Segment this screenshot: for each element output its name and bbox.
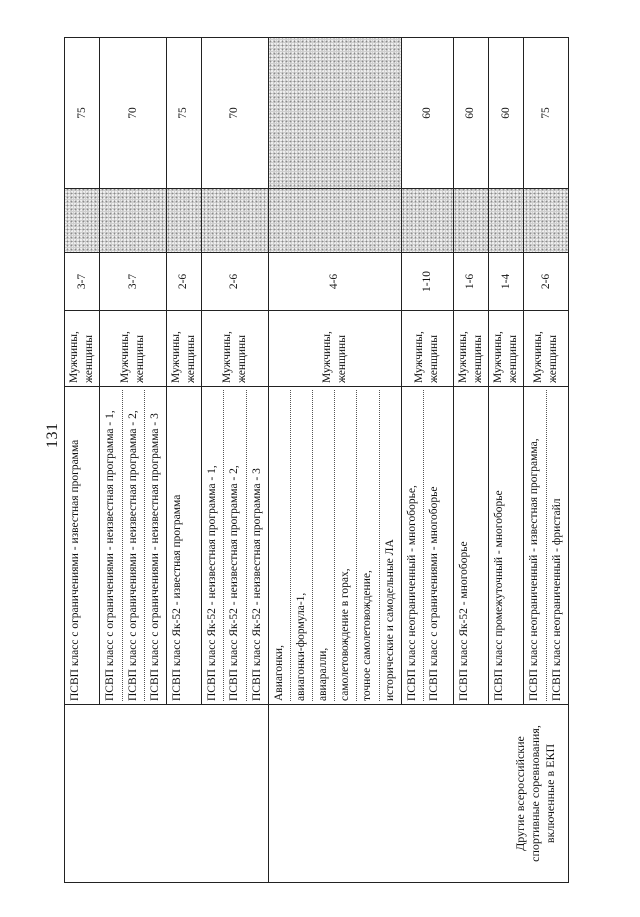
rotated-table-wrapper bbox=[64, 38, 563, 883]
gender-cell: Мужчины, женщины bbox=[489, 311, 524, 387]
program-cell bbox=[166, 387, 201, 705]
program-line: ПСВП класс неограниченный - фристайл bbox=[550, 498, 563, 701]
program-line: ПСВП класс промежуточный - многоборье bbox=[493, 490, 506, 701]
shaded-cell bbox=[489, 189, 524, 253]
program-line: ПСВП класс неограниченный - известная программа, bbox=[524, 390, 546, 701]
age-cell: 2-6 bbox=[166, 253, 201, 311]
points-cell: 75 bbox=[65, 38, 100, 189]
shaded-cell bbox=[401, 189, 453, 253]
program-line: авиагонки-формула-1, bbox=[291, 390, 313, 701]
gender-cell: Мужчины, женщины bbox=[268, 311, 401, 387]
shaded-points-cell bbox=[268, 38, 401, 189]
gender-cell: Мужчины, женщины bbox=[453, 311, 488, 387]
program-cell bbox=[453, 387, 488, 705]
shaded-cell bbox=[202, 189, 269, 253]
program-cell bbox=[202, 387, 269, 705]
age-cell: 4-6 bbox=[268, 253, 401, 311]
program-line: ПСВП класс Як-52 - неизвестная программа - 2, bbox=[224, 390, 246, 701]
shaded-cell bbox=[268, 189, 401, 253]
program-cell bbox=[65, 387, 100, 705]
program-line: ПСВП класс с ограничениями - неизвестная программа - 1, bbox=[100, 390, 122, 701]
program-line: точное самолетовождение, bbox=[357, 390, 379, 701]
points-cell: 75 bbox=[524, 38, 568, 189]
program-line: ПСВП класс Як-52 - известная программа bbox=[170, 494, 183, 701]
shaded-cell bbox=[100, 189, 167, 253]
program-line: ПСВП класс с ограничениями - неизвестная программа - 2, bbox=[123, 390, 145, 701]
program-cell bbox=[524, 387, 568, 705]
gender-cell: Мужчины, женщины bbox=[100, 311, 167, 387]
program-line: ПСВП класс Як-52 - неизвестная программа - 3 bbox=[250, 468, 263, 701]
program-line: Авиагонки, bbox=[269, 390, 291, 701]
program-line: авиаралли, bbox=[313, 390, 335, 701]
program-cell bbox=[100, 387, 167, 705]
program-line: ПСВП класс с ограничениями - многоборье bbox=[427, 486, 440, 701]
program-line: самолетовождение в горах, bbox=[335, 390, 357, 701]
table-row bbox=[268, 38, 401, 883]
discipline-cell-empty bbox=[65, 705, 269, 883]
points-cell: 60 bbox=[453, 38, 488, 189]
points-cell: 70 bbox=[202, 38, 269, 189]
program-cell bbox=[401, 387, 453, 705]
program-line: ПСВП класс неограниченный - многоборье, bbox=[402, 390, 424, 701]
gender-cell: Мужчины, женщины bbox=[524, 311, 568, 387]
program-line: исторические и самодельные ЛА bbox=[383, 539, 396, 701]
gender-cell: Мужчины, женщины bbox=[166, 311, 201, 387]
shaded-cell bbox=[65, 189, 100, 253]
discipline-cell: Другие всероссийские спортивные соревнования, включенные в ЕКП bbox=[268, 705, 568, 883]
program-line: ПСВП класс Як-52 - многоборье bbox=[457, 541, 470, 701]
age-cell: 3-7 bbox=[65, 253, 100, 311]
points-cell: 70 bbox=[100, 38, 167, 189]
shaded-cell bbox=[166, 189, 201, 253]
age-cell: 1-4 bbox=[489, 253, 524, 311]
program-line: ПСВП класс с ограничениями - известная программа bbox=[69, 439, 81, 701]
age-cell: 2-6 bbox=[202, 253, 269, 311]
page-number: 131 bbox=[44, 422, 61, 448]
age-cell: 3-7 bbox=[100, 253, 167, 311]
shaded-cell bbox=[453, 189, 488, 253]
points-cell: 75 bbox=[166, 38, 201, 189]
gender-cell: Мужчины, женщины bbox=[401, 311, 453, 387]
points-cell: 60 bbox=[489, 38, 524, 189]
program-line: ПСВП класс Як-52 - неизвестная программа - 1, bbox=[202, 390, 224, 701]
age-cell: 1-6 bbox=[453, 253, 488, 311]
age-cell: 2-6 bbox=[524, 253, 568, 311]
shaded-cell bbox=[524, 189, 568, 253]
program-line: ПСВП класс с ограничениями - неизвестная программа - 3 bbox=[148, 413, 161, 701]
points-cell: 60 bbox=[401, 38, 453, 189]
program-cell bbox=[268, 387, 401, 705]
gender-cell: Мужчины, женщины bbox=[202, 311, 269, 387]
age-cell: 1-10 bbox=[401, 253, 453, 311]
competition-table bbox=[64, 37, 569, 883]
table-row bbox=[65, 38, 100, 883]
gender-cell: Мужчины, женщины bbox=[65, 311, 100, 387]
program-cell bbox=[489, 387, 524, 705]
